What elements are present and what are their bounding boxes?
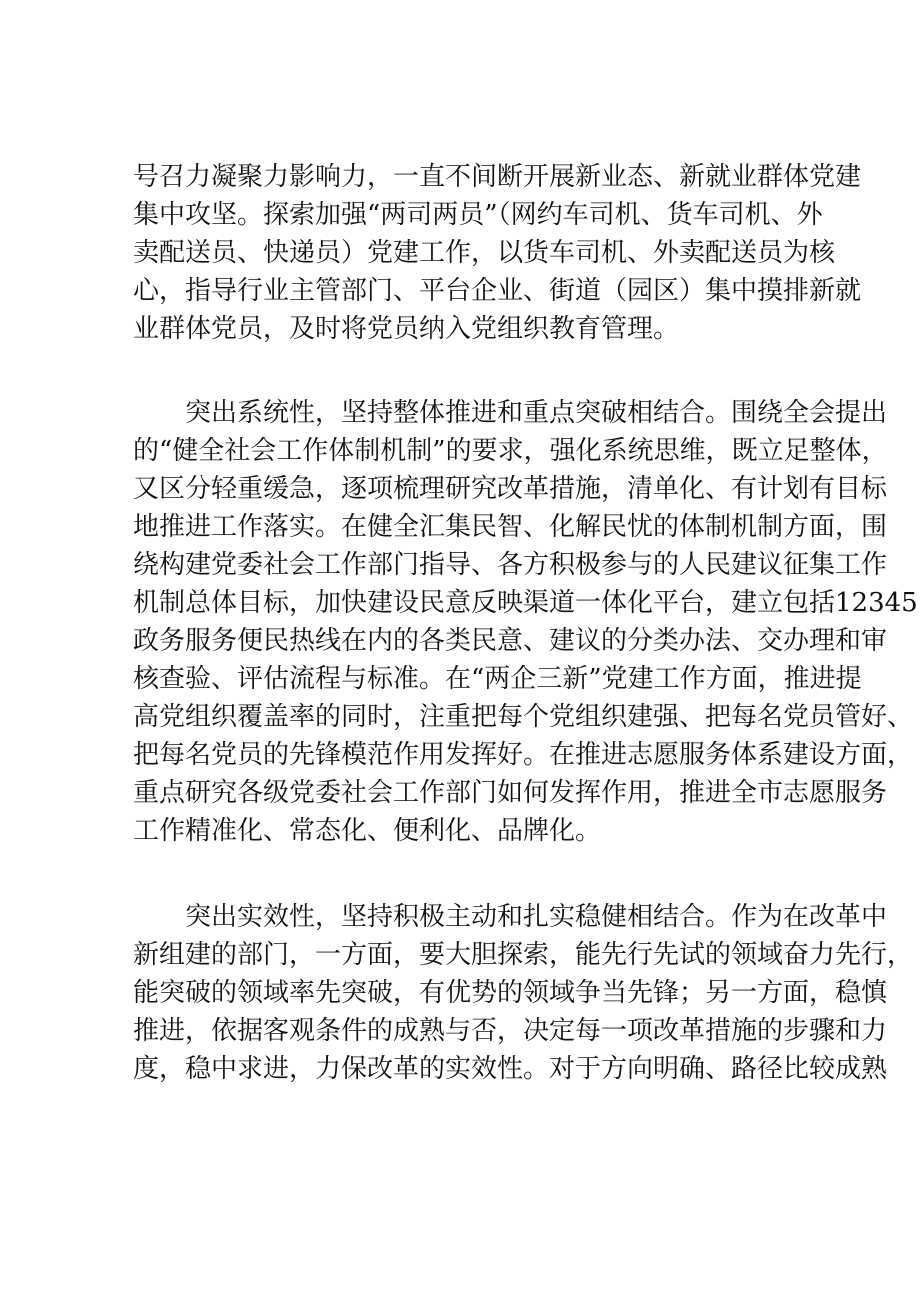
paragraph-line: 的“健全社会工作体制机制”的要求，强化系统思维，既立足整体， <box>133 436 888 466</box>
paragraph-line: 新组建的部门，一方面，要大胆探索，能先行先试的领域奋力先行， <box>133 940 914 970</box>
paragraph-line: 突出系统性，坚持整体推进和重点突破相结合。围绕全会提出 <box>185 398 888 428</box>
paragraph-3 <box>133 898 914 1088</box>
paragraph-1 <box>133 158 862 348</box>
paragraph-line: 集中攻坚。探索加强“两司两员”（网约车司机、货车司机、外 <box>133 200 823 230</box>
paragraph-line: 核查验、评估流程与标准。在“两企三新”党建工作方面，推进提 <box>133 664 862 694</box>
paragraph-line: 度，稳中求进，力保改革的实效性。对于方向明确、路径比较成熟 <box>133 1054 888 1084</box>
paragraph-line: 又区分轻重缓急，逐项梳理研究改革措施，清单化、有计划有目标 <box>133 474 888 504</box>
paragraph-line: 重点研究各级党委社会工作部门如何发挥作用，推进全市志愿服务 <box>133 778 888 808</box>
paragraph-line: 号召力凝聚力影响力，一直不间断开展新业态、新就业群体党建 <box>133 162 862 192</box>
paragraph-line: 政务服务便民热线在内的各类民意、建议的分类办法、交办理和审 <box>133 626 888 656</box>
paragraph-line: 业群体党员，及时将党员纳入党组织教育管理。 <box>133 314 680 344</box>
paragraph-line: 把每名党员的先锋模范作用发挥好。在推进志愿服务体系建设方面， <box>133 740 914 770</box>
paragraph-line: 工作精准化、常态化、便利化、品牌化。 <box>133 816 602 846</box>
paragraph-line: 推进，依据客观条件的成熟与否，决定每一项改革措施的步骤和力 <box>133 1016 888 1046</box>
paragraph-line: 卖配送员、快递员）党建工作，以货车司机、外卖配送员为核 <box>133 238 836 268</box>
paragraph-line: 突出实效性，坚持积极主动和扎实稳健相结合。作为在改革中 <box>185 902 888 932</box>
paragraph-line: 绕构建党委社会工作部门指导、各方积极参与的人民建议征集工作 <box>133 550 888 580</box>
paragraph-line: 能突破的领域率先突破，有优势的领域争当先锋；另一方面，稳慎 <box>133 978 888 1008</box>
paragraph-line: 地推进工作落实。在健全汇集民智、化解民忧的体制机制方面，围 <box>133 512 888 542</box>
paragraph-line: 机制总体目标，加快建设民意反映渠道一体化平台，建立包括12345 <box>133 588 918 618</box>
paragraph-2 <box>133 394 918 850</box>
paragraph-line: 高党组织覆盖率的同时，注重把每个党组织建强、把每名党员管好、 <box>133 702 914 732</box>
paragraph-line: 心，指导行业主管部门、平台企业、街道（园区）集中摸排新就 <box>133 276 862 306</box>
